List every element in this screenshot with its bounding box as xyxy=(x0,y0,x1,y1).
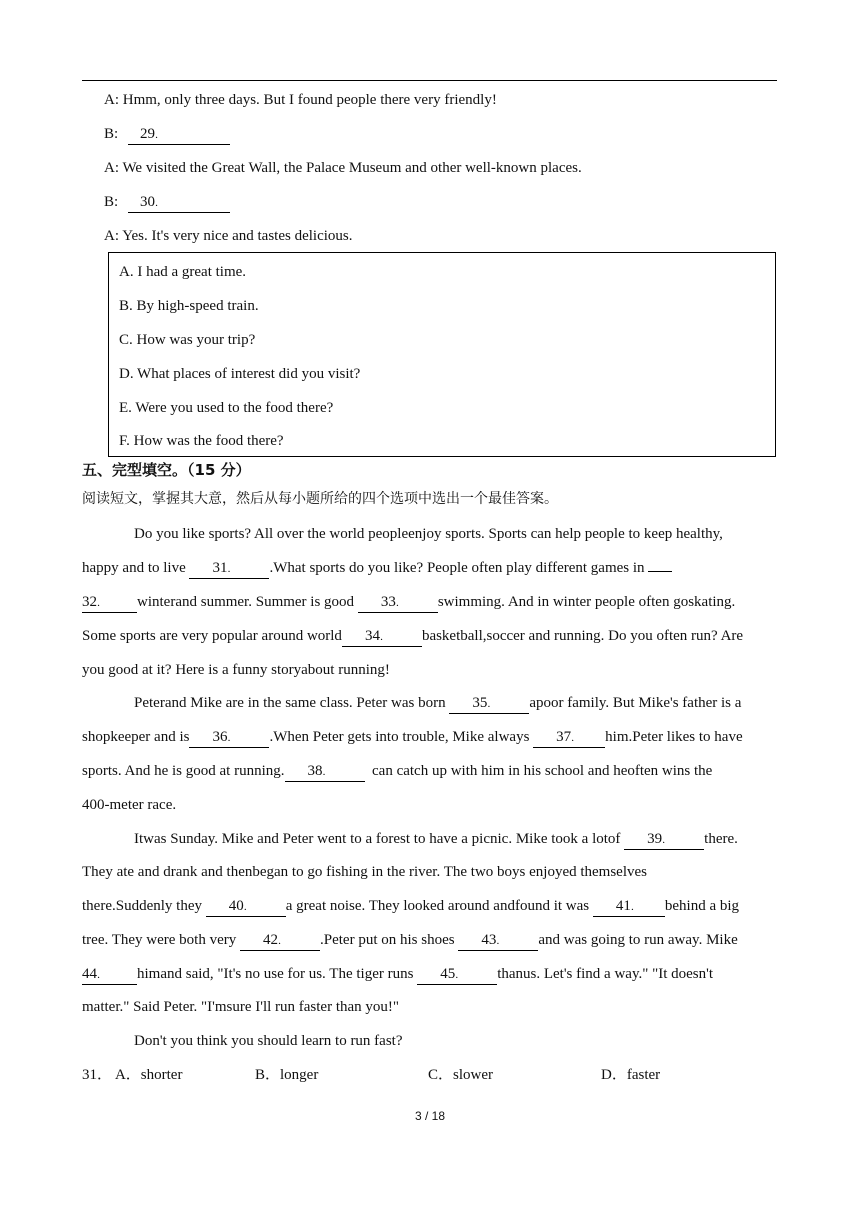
answer-blank-35: 35． xyxy=(449,695,529,714)
answer-blank-30: 30． xyxy=(128,194,230,213)
answer-blank-36: 36． xyxy=(189,729,269,748)
answer-blank-43: 43． xyxy=(458,932,538,951)
speaker-label: B: xyxy=(104,126,119,142)
passage-line: there.Suddenly they 40． a great noise. They looked around andfound it was 41． behind a big xyxy=(82,896,739,917)
speaker-label: B: xyxy=(104,194,119,210)
option-b: B. By high-speed train. xyxy=(119,298,259,314)
dialogue-line-a2: A: We visited the Great Wall, the Palace Museum and other well-known places. xyxy=(104,160,582,176)
passage-line: Itwas Sunday. Mike and Peter went to a forest to have a picnic. Mike took a lotof 39． there. xyxy=(134,829,738,850)
answer-blank-38: 38． xyxy=(285,763,365,782)
option-f: F. How was the food there? xyxy=(119,433,284,449)
section-instruction: 阅读短文，掌握其大意，然后从每小题所给的四个选项中选出一个最佳答案。 xyxy=(82,491,558,507)
question-number: 31． xyxy=(82,1067,113,1083)
passage-line: sports. And he is good at running. 38． can catch up with him in his school and heoften wins the xyxy=(82,761,712,782)
passage-line: happy and to live 31． .What sports do you like? People often play different games in xyxy=(82,558,672,579)
dialogue-line-b30 xyxy=(104,192,230,213)
passage-line: Peterand Mike are in the same class. Peter was born 35． apoor family. But Mike's father is a xyxy=(134,693,741,714)
dialogue-line-a1: A: Hmm, only three days. But I found people there very friendly! xyxy=(104,92,497,108)
question-option-b: B．longer xyxy=(255,1067,319,1083)
passage-line: Some sports are very popular around world 34． basketball,soccer and running. Do you often run? Are xyxy=(82,626,743,647)
passage-line: They ate and drank and thenbegan to go fishing in the river. The two boys enjoyed themselves xyxy=(82,864,647,880)
answer-blank-31: 31． xyxy=(189,560,269,579)
option-d: D. What places of interest did you visit? xyxy=(119,366,361,382)
passage-line: 44． himand said, "It's no use for us. The tiger runs 45． thanus. Let's find a way." "It doesn't xyxy=(82,964,713,985)
option-c: C. How was your trip? xyxy=(119,332,256,348)
option-e: E. Were you used to the food there? xyxy=(119,400,334,416)
section-title: 五、完型填空。（15 分） xyxy=(82,461,251,479)
passage-line: matter." Said Peter. "I'msure I'll run faster than you!" xyxy=(82,999,400,1015)
dialogue-line-b29 xyxy=(104,124,230,145)
answer-blank-37: 37． xyxy=(533,729,605,748)
passage-line: shopkeeper and is 36． .When Peter gets into trouble, Mike always 37． him.Peter likes to have xyxy=(82,727,743,748)
option-a: A. I had a great time. xyxy=(119,264,247,280)
header-rule xyxy=(82,80,777,81)
answer-blank-41: 41． xyxy=(593,898,665,917)
answer-blank-42: 42． xyxy=(240,932,320,951)
answer-blank-29: 29． xyxy=(128,126,230,145)
options-box xyxy=(108,252,776,457)
answer-blank-39: 39． xyxy=(624,831,704,850)
answer-blank-40: 40． xyxy=(206,898,286,917)
question-option-c: C．slower xyxy=(428,1067,493,1083)
passage-line: Don't you think you should learn to run fast? xyxy=(134,1033,403,1049)
answer-blank-44: 44． xyxy=(82,966,137,985)
page-number: 3 / 18 xyxy=(414,1109,446,1123)
dialogue-line-a3: A: Yes. It's very nice and tastes delicious. xyxy=(104,228,353,244)
answer-blank-32: 32． xyxy=(82,594,137,613)
passage-line: 32． winterand summer. Summer is good 33． swimming. And in winter people often goskating. xyxy=(82,592,735,613)
answer-blank-32-start xyxy=(648,571,672,572)
question-31-number-and-option-a xyxy=(82,1065,182,1085)
passage-line: 400-meter race. xyxy=(82,797,177,813)
question-option-d: D．faster xyxy=(601,1067,661,1083)
answer-blank-33: 33． xyxy=(358,594,438,613)
passage-line: Do you like sports? All over the world peopleenjoy sports. Sports can help people to keep healthy, xyxy=(134,526,723,542)
passage-line: you good at it? Here is a funny storyabout running! xyxy=(82,662,390,678)
answer-blank-34: 34． xyxy=(342,628,422,647)
question-option-a: A．shorter xyxy=(114,1067,183,1083)
passage-line: tree. They were both very 42． .Peter put on his shoes 43． and was going to run away. Mike xyxy=(82,930,738,951)
answer-blank-45: 45． xyxy=(417,966,497,985)
